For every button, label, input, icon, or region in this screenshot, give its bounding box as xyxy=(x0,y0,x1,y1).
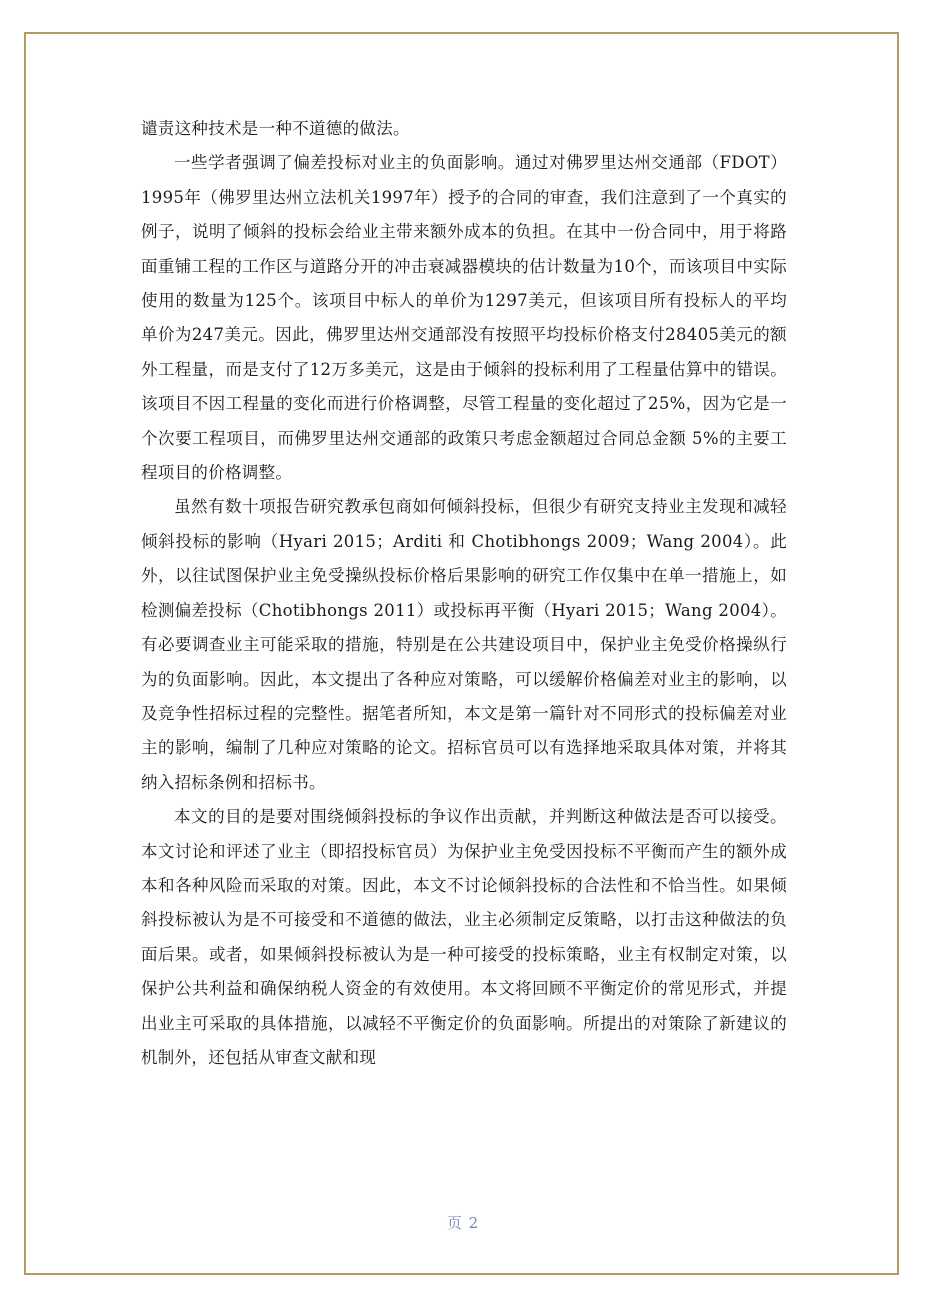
paragraph-continuation: 谴责这种技术是一种不道德的做法。 xyxy=(141,119,410,138)
paragraph-paper-purpose: 本文的目的是要对围绕倾斜投标的争议作出贡献，并判断这种做法是否可以接受。本文讨论和评述了业主（即招投标官员）为保护业主免受因投标不平衡而产生的额外成本和各种风险而采取的对策。因此，本文不讨论倾斜投标的合法性和不恰当性。如果倾斜投标被认为是不可接受和不道德的做法，业主必须制定反策略，以打击这种做法的负面后果。或者，如果倾斜投标被认为是一种可接受的投标策略，业主有权制定对策，以保护公共利益和确保纳税人资金的有效使用。本文将回顾不平衡定价的常见形式，并提出业主可采取的具体措施，以减轻不平衡定价的负面影响。所提出的对策除了新建议的机制外，还包括从审查文献和现 xyxy=(141,807,787,1067)
paragraph-fdot-example: 一些学者强调了偏差投标对业主的负面影响。通过对佛罗里达州交通部（FDOT）1995年（佛罗里达州立法机关1997年）授予的合同的审查，我们注意到了一个真实的例子，说明了倾斜的投标会给业主带来额外成本的负担。在其中一份合同中，用于将路面重铺工程的工作区与道路分开的冲击衰减器模块的估计数量为10个，而该项目中实际使用的数量为125个。该项目中标人的单价为1297美元，但该项目所有投标人的平均单价为247美元。因此，佛罗里达州交通部没有按照平均投标价格支付28405美元的额外工程量，而是支付了12万多美元，这是由于倾斜的投标利用了工程量估算中的错误。该项目不因工程量的变化而进行价格调整，尽管工程量的变化超过了25%，因为它是一个次要工程项目，而佛罗里达州交通部的政策只考虑金额超过合同总金额 5%的主要工程项目的价格调整。 xyxy=(141,153,787,483)
document-body xyxy=(141,112,787,1075)
page-number: 页 2 xyxy=(446,1214,480,1232)
paragraph-research-gap: 虽然有数十项报告研究教承包商如何倾斜投标，但很少有研究支持业主发现和减轻倾斜投标的影响（Hyari 2015；Arditi 和 Chotibhongs 2009；Wang 2004）。此外，以往试图保护业主免受操纵投标价格后果影响的研究工作仅集中在单一措施上，如检测偏差投标（Chotibhongs 2011）或投标再平衡（Hyari 2015；Wang 2004）。有必要调查业主可能采取的措施，特别是在公共建设项目中，保护业主免受价格操纵行为的负面影响。因此，本文提出了各种应对策略，可以缓解价格偏差对业主的影响，以及竞争性招标过程的完整性。据笔者所知，本文是第一篇针对不同形式的投标偏差对业主的影响，编制了几种应对策略的论文。招标官员可以有选择地采取具体对策，并将其纳入招标条例和招标书。 xyxy=(141,497,787,792)
